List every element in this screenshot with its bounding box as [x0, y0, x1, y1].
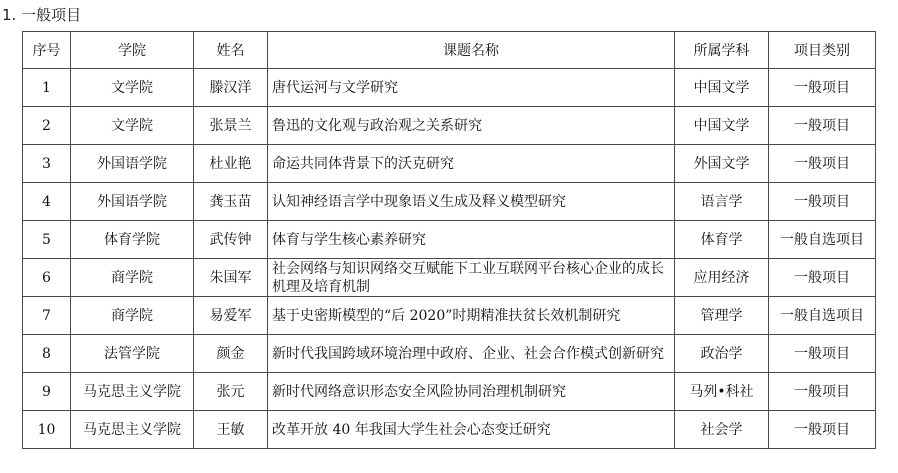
table-row — [23, 221, 876, 259]
cell-discipline: 社会学 — [675, 411, 769, 449]
cell-category: 一般项目 — [769, 183, 876, 221]
header-index: 序号 — [23, 32, 71, 69]
cell-index: 5 — [23, 221, 71, 259]
cell-topic: 社会网络与知识网络交互赋能下工业互联网平台核心企业的成长机理及培育机制 — [268, 259, 675, 297]
table-row — [23, 145, 876, 183]
cell-category: 一般项目 — [769, 411, 876, 449]
cell-discipline: 管理学 — [675, 297, 769, 335]
cell-category: 一般自选项目 — [769, 221, 876, 259]
cell-category: 一般项目 — [769, 69, 876, 107]
cell-college: 文学院 — [71, 107, 194, 145]
cell-topic: 认知神经语言学中现象语义生成及释义模型研究 — [268, 183, 675, 221]
cell-discipline: 中国文学 — [675, 69, 769, 107]
projects-table — [22, 31, 876, 449]
table-row — [23, 411, 876, 449]
cell-college: 体育学院 — [71, 221, 194, 259]
cell-category: 一般项目 — [769, 145, 876, 183]
cell-college: 文学院 — [71, 69, 194, 107]
cell-topic: 鲁迅的文化观与政治观之关系研究 — [268, 107, 675, 145]
header-name: 姓名 — [194, 32, 268, 69]
cell-topic: 基于史密斯模型的“后 2020”时期精准扶贫长效机制研究 — [268, 297, 675, 335]
cell-name: 王敏 — [194, 411, 268, 449]
cell-category: 一般项目 — [769, 259, 876, 297]
table-row — [23, 69, 876, 107]
cell-college: 商学院 — [71, 259, 194, 297]
cell-college: 法管学院 — [71, 335, 194, 373]
cell-discipline: 中国文学 — [675, 107, 769, 145]
header-college: 学院 — [71, 32, 194, 69]
cell-index: 1 — [23, 69, 71, 107]
cell-discipline: 体育学 — [675, 221, 769, 259]
cell-name: 杜业艳 — [194, 145, 268, 183]
cell-college: 外国语学院 — [71, 145, 194, 183]
table-row — [23, 297, 876, 335]
cell-index: 3 — [23, 145, 71, 183]
cell-name: 易爱军 — [194, 297, 268, 335]
cell-index: 10 — [23, 411, 71, 449]
cell-discipline: 应用经济 — [675, 259, 769, 297]
table-row — [23, 373, 876, 411]
cell-category: 一般自选项目 — [769, 297, 876, 335]
cell-index: 7 — [23, 297, 71, 335]
cell-name: 张元 — [194, 373, 268, 411]
section-title: 1. 一般项目 — [2, 6, 82, 24]
cell-index: 9 — [23, 373, 71, 411]
header-topic: 课题名称 — [268, 32, 675, 69]
cell-topic: 新时代网络意识形态安全风险协同治理机制研究 — [268, 373, 675, 411]
header-discipline: 所属学科 — [675, 32, 769, 69]
cell-college: 马克思主义学院 — [71, 411, 194, 449]
cell-topic: 改革开放 40 年我国大学生社会心态变迁研究 — [268, 411, 675, 449]
cell-name: 武传钟 — [194, 221, 268, 259]
header-category: 项目类别 — [769, 32, 876, 69]
cell-topic: 体育与学生核心素养研究 — [268, 221, 675, 259]
table-row — [23, 107, 876, 145]
cell-discipline: 马列•科社 — [675, 373, 769, 411]
cell-index: 4 — [23, 183, 71, 221]
table-row — [23, 259, 876, 297]
cell-index: 2 — [23, 107, 71, 145]
cell-college: 马克思主义学院 — [71, 373, 194, 411]
cell-name: 颜金 — [194, 335, 268, 373]
cell-index: 8 — [23, 335, 71, 373]
cell-topic: 命运共同体背景下的沃克研究 — [268, 145, 675, 183]
table-header-row — [23, 32, 876, 69]
cell-discipline: 外国文学 — [675, 145, 769, 183]
table-row — [23, 183, 876, 221]
cell-name: 滕汉洋 — [194, 69, 268, 107]
cell-discipline: 语言学 — [675, 183, 769, 221]
cell-college: 外国语学院 — [71, 183, 194, 221]
cell-name: 张景兰 — [194, 107, 268, 145]
cell-category: 一般项目 — [769, 373, 876, 411]
cell-index: 6 — [23, 259, 71, 297]
cell-category: 一般项目 — [769, 107, 876, 145]
cell-college: 商学院 — [71, 297, 194, 335]
table-row — [23, 335, 876, 373]
cell-name: 龚玉苗 — [194, 183, 268, 221]
cell-category: 一般项目 — [769, 335, 876, 373]
cell-discipline: 政治学 — [675, 335, 769, 373]
cell-topic: 唐代运河与文学研究 — [268, 69, 675, 107]
cell-topic: 新时代我国跨域环境治理中政府、企业、社会合作模式创新研究 — [268, 335, 675, 373]
cell-name: 朱国军 — [194, 259, 268, 297]
